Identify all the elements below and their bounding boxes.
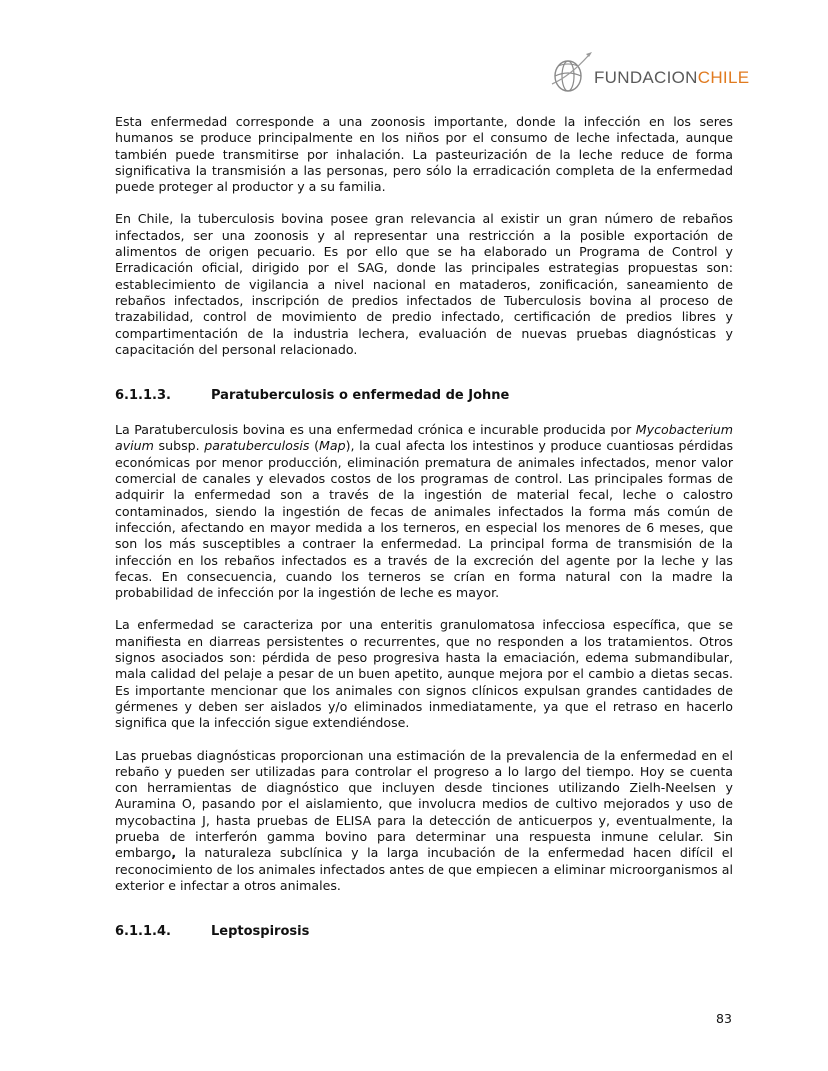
logo-text-main: FUNDACION <box>594 68 698 87</box>
bold-run: , <box>171 845 177 861</box>
text-run: la naturaleza subclínica y la larga incubación de la enfermedad hacen difícil el reconocimiento de los animales infectados antes de que empiecen a eliminar microorganismos al exterior e infectar a otros animales. <box>115 845 733 893</box>
document-body <box>115 114 733 940</box>
text-run: ( <box>309 438 320 454</box>
section-number: 6.1.1.3. <box>115 388 171 404</box>
italic-run: paratuberculosis <box>204 438 310 454</box>
section-number: 6.1.1.4. <box>115 924 171 940</box>
text-run: ), la cual afecta los intestinos y produce cuantiosas pérdidas económicas por menor producción, eliminación prematura de animales infectados, menor valor comercial de canales y elevados costos de los programas de control. Las principales formas de adquirir la enfermedad son a través de la ingestión de material fecal, leche o calostro contaminados, siendo la ingestión de fecas de animales infectados la forma más común de infección, afectando en mayor medida a los terneros, en especial los menores de 6 meses, que son los más susceptibles a contraer la enfermedad. La principal forma de transmisión de la infección en los rebaños infectados es a través de la excreción del agente por la leche y las fecas. En consecuencia, cuando los terneros se crían en forma natural con la madre la probabilidad de infección por la ingestión de leche es mayor. <box>115 438 734 601</box>
section-heading <box>115 388 733 404</box>
text-run: La Paratuberculosis bovina es una enfermedad crónica e incurable producida por <box>115 422 636 438</box>
logo-text <box>594 68 749 88</box>
italic-run: Map <box>319 438 346 454</box>
text-run: Las pruebas diagnósticas proporcionan una estimación de la prevalencia de la enfermedad en el rebaño y pueden ser utilizadas para controlar el progreso a lo largo del tiempo. Hoy se cuenta con herramientas de diagnóstico que incluyen desde tinciones utilizando Zielh-Neelsen y Auramina O, pasando por el aislamiento, que involucra medios de cultivo mejorados y uso de mycobactina J, hasta pruebas de ELISA para la detección de anticuerpos y, eventualmente, la prueba de interferón gamma bovino para determinar una respuesta inmune celular. Sin embargo <box>115 747 733 861</box>
fundacion-chile-logo <box>548 46 748 100</box>
text-run: subsp. <box>153 438 205 454</box>
paragraph <box>115 422 733 601</box>
paragraph: Esta enfermedad corresponde a una zoonosis importante, donde la infección en los seres humanos se produce principalmente en los niños por el consumo de leche infectada, aunque también puede transmitirse por inhalación. La pasteurización de la leche reduce de forma significativa la transmisión a las personas, pero sólo la erradicación completa de la enfermedad puede proteger al productor y a su familia. <box>115 114 733 195</box>
page-number: 83 <box>716 1011 732 1026</box>
logo-text-accent: CHILE <box>697 68 750 87</box>
section-heading <box>115 924 733 940</box>
paragraph <box>115 748 733 895</box>
section-title: Leptospirosis <box>211 924 310 940</box>
section-title: Paratuberculosis o enfermedad de Johne <box>211 388 510 404</box>
italic-run: Mycobacterium avium <box>115 422 733 454</box>
paragraph: La enfermedad se caracteriza por una enteritis granulomatosa infecciosa específica, que se manifiesta en diarreas persistentes o recurrentes, que no responden a los tratamientos. Otros signos asociados son: pérdida de peso progresiva hasta la emaciación, edema submandibular, mala calidad del pelaje a pesar de un buen apetito, aunque mejora por el cambio a dietas secas. Es importante mencionar que los animales con signos clínicos expulsan grandes cantidades de gérmenes y deben ser aislados y/o eliminados inmediatamente, ya que el retraso en hacerlo significa que la infección sigue extendiéndose. <box>115 617 733 731</box>
paragraph: En Chile, la tuberculosis bovina posee gran relevancia al existir un gran número de rebaños infectados, ser una zoonosis y al representar una restricción a la posible exportación de alimentos de origen pecuario. Es por ello que se ha elaborado un Programa de Control y Erradicación oficial, dirigido por el SAG, donde las principales estrategias propuestas son: establecimiento de vigilancia a nivel nacional en mataderos, zonificación, saneamiento de rebaños infectados, inscripción de predios infectados de Tuberculosis bovina al proceso de trazabilidad, control de movimiento de predio infectado, certificación de predios libres y compartimentación de la industria lechera, evaluación de nuevas pruebas diagnósticas y capacitación del personal relacionado. <box>115 211 733 357</box>
globe-icon <box>548 46 596 100</box>
